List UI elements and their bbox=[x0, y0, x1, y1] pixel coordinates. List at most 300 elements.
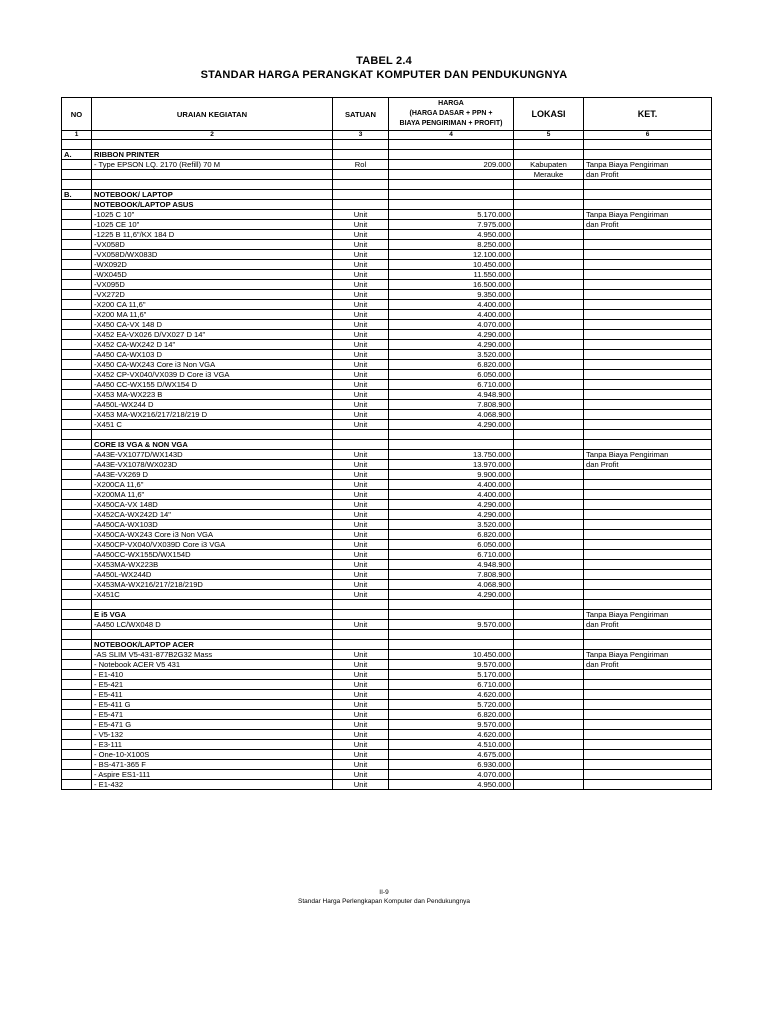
header-uraian: URAIAN KEGIATAN bbox=[92, 98, 333, 131]
cell-harga: 4.948.900 bbox=[389, 390, 514, 400]
cell-harga: 10.450.000 bbox=[389, 260, 514, 270]
column-number-row bbox=[62, 131, 712, 140]
cell-ket bbox=[584, 560, 712, 570]
cell-no bbox=[62, 420, 92, 430]
cell-ket bbox=[584, 180, 712, 190]
cell-no bbox=[62, 780, 92, 790]
cell-satuan: Rol bbox=[333, 160, 389, 170]
cell-satuan: Unit bbox=[333, 680, 389, 690]
cell-harga: 7.808.900 bbox=[389, 400, 514, 410]
cell-satuan: Unit bbox=[333, 350, 389, 360]
table-row bbox=[62, 210, 712, 220]
cell-no bbox=[62, 620, 92, 630]
cell-satuan: Unit bbox=[333, 370, 389, 380]
column-number: 4 bbox=[389, 131, 514, 140]
cell-uraian: - Type EPSON LQ. 2170 (Refill) 70 M bbox=[92, 160, 333, 170]
cell-satuan: Unit bbox=[333, 250, 389, 260]
cell-harga bbox=[389, 180, 514, 190]
cell-lokasi bbox=[514, 680, 584, 690]
cell-satuan: Unit bbox=[333, 530, 389, 540]
cell-harga: 4.620.000 bbox=[389, 730, 514, 740]
cell-ket: dan Profit bbox=[584, 460, 712, 470]
cell-harga bbox=[389, 190, 514, 200]
cell-no bbox=[62, 640, 92, 650]
cell-satuan bbox=[333, 180, 389, 190]
cell-lokasi bbox=[514, 360, 584, 370]
cell-lokasi bbox=[514, 140, 584, 150]
cell-no bbox=[62, 660, 92, 670]
cell-uraian: - E1-410 bbox=[92, 670, 333, 680]
cell-no bbox=[62, 300, 92, 310]
table-row bbox=[62, 770, 712, 780]
cell-harga: 5.170.000 bbox=[389, 670, 514, 680]
cell-lokasi bbox=[514, 450, 584, 460]
cell-uraian: -AS SLIM V5-431-877B2G32 Mass bbox=[92, 650, 333, 660]
cell-lokasi bbox=[514, 760, 584, 770]
cell-uraian: -X453MA-WX223B bbox=[92, 560, 333, 570]
cell-uraian: -X451 C bbox=[92, 420, 333, 430]
cell-uraian: -WX045D bbox=[92, 270, 333, 280]
cell-lokasi bbox=[514, 330, 584, 340]
cell-ket bbox=[584, 340, 712, 350]
cell-lokasi bbox=[514, 220, 584, 230]
cell-no bbox=[62, 340, 92, 350]
cell-lokasi bbox=[514, 380, 584, 390]
cell-satuan: Unit bbox=[333, 620, 389, 630]
cell-uraian: - Notebook ACER V5 431 bbox=[92, 660, 333, 670]
cell-harga: 4.948.900 bbox=[389, 560, 514, 570]
cell-uraian bbox=[92, 430, 333, 440]
table-row bbox=[62, 560, 712, 570]
cell-ket bbox=[584, 500, 712, 510]
cell-ket bbox=[584, 260, 712, 270]
cell-no bbox=[62, 550, 92, 560]
cell-satuan bbox=[333, 600, 389, 610]
cell-no bbox=[62, 210, 92, 220]
cell-lokasi bbox=[514, 650, 584, 660]
cell-uraian: - E5-411 G bbox=[92, 700, 333, 710]
cell-no bbox=[62, 500, 92, 510]
table-row bbox=[62, 170, 712, 180]
cell-satuan: Unit bbox=[333, 470, 389, 480]
cell-satuan: Unit bbox=[333, 260, 389, 270]
table-row bbox=[62, 240, 712, 250]
table-row bbox=[62, 320, 712, 330]
cell-satuan: Unit bbox=[333, 410, 389, 420]
cell-harga: 4.400.000 bbox=[389, 310, 514, 320]
cell-uraian: -A43E-VX1077D/WX143D bbox=[92, 450, 333, 460]
cell-satuan bbox=[333, 140, 389, 150]
cell-satuan: Unit bbox=[333, 560, 389, 570]
table-row bbox=[62, 540, 712, 550]
cell-satuan: Unit bbox=[333, 500, 389, 510]
cell-lokasi bbox=[514, 730, 584, 740]
table-row bbox=[62, 550, 712, 560]
cell-uraian: -X450CP-VX040/VX039D Core i3 VGA bbox=[92, 540, 333, 550]
cell-ket bbox=[584, 590, 712, 600]
table-row bbox=[62, 180, 712, 190]
table-row bbox=[62, 140, 712, 150]
cell-lokasi bbox=[514, 460, 584, 470]
cell-lokasi bbox=[514, 320, 584, 330]
cell-harga bbox=[389, 600, 514, 610]
cell-ket bbox=[584, 710, 712, 720]
cell-uraian: -X453MA-WX216/217/218/219D bbox=[92, 580, 333, 590]
cell-lokasi bbox=[514, 340, 584, 350]
cell-harga: 12.100.000 bbox=[389, 250, 514, 260]
cell-ket bbox=[584, 360, 712, 370]
cell-uraian: -X200CA 11,6" bbox=[92, 480, 333, 490]
table-row bbox=[62, 450, 712, 460]
cell-harga: 13.970.000 bbox=[389, 460, 514, 470]
table-row bbox=[62, 440, 712, 450]
cell-satuan: Unit bbox=[333, 590, 389, 600]
cell-ket: Tanpa Biaya Pengiriman bbox=[584, 610, 712, 620]
cell-no bbox=[62, 760, 92, 770]
cell-no bbox=[62, 710, 92, 720]
cell-lokasi bbox=[514, 600, 584, 610]
cell-lokasi bbox=[514, 710, 584, 720]
cell-no bbox=[62, 580, 92, 590]
cell-satuan: Unit bbox=[333, 730, 389, 740]
cell-no bbox=[62, 380, 92, 390]
cell-satuan: Unit bbox=[333, 420, 389, 430]
cell-harga bbox=[389, 610, 514, 620]
cell-uraian: -A450L-WX244D bbox=[92, 570, 333, 580]
cell-ket bbox=[584, 670, 712, 680]
table-row bbox=[62, 580, 712, 590]
cell-ket bbox=[584, 290, 712, 300]
cell-harga: 6.710.000 bbox=[389, 680, 514, 690]
cell-ket bbox=[584, 190, 712, 200]
cell-satuan bbox=[333, 630, 389, 640]
cell-uraian: -WX092D bbox=[92, 260, 333, 270]
cell-lokasi bbox=[514, 780, 584, 790]
table-row bbox=[62, 390, 712, 400]
cell-lokasi bbox=[514, 530, 584, 540]
cell-lokasi bbox=[514, 610, 584, 620]
cell-ket bbox=[584, 720, 712, 730]
cell-harga: 4.400.000 bbox=[389, 480, 514, 490]
cell-uraian: -VX095D bbox=[92, 280, 333, 290]
cell-satuan: Unit bbox=[333, 290, 389, 300]
cell-harga: 4.290.000 bbox=[389, 500, 514, 510]
cell-lokasi bbox=[514, 440, 584, 450]
cell-lokasi bbox=[514, 370, 584, 380]
cell-satuan: Unit bbox=[333, 490, 389, 500]
header-row bbox=[62, 98, 712, 131]
cell-lokasi bbox=[514, 260, 584, 270]
cell-uraian: -X450CA-VX 148D bbox=[92, 500, 333, 510]
table-row bbox=[62, 530, 712, 540]
table-row bbox=[62, 480, 712, 490]
cell-satuan bbox=[333, 640, 389, 650]
cell-harga: 6.820.000 bbox=[389, 530, 514, 540]
cell-ket bbox=[584, 770, 712, 780]
cell-uraian: -A450CC-WX155D/WX154D bbox=[92, 550, 333, 560]
cell-lokasi bbox=[514, 480, 584, 490]
header-satuan: SATUAN bbox=[333, 98, 389, 131]
cell-uraian: - E1-432 bbox=[92, 780, 333, 790]
header-ket: KET. bbox=[584, 98, 712, 131]
cell-uraian bbox=[92, 630, 333, 640]
cell-lokasi bbox=[514, 500, 584, 510]
table-row bbox=[62, 420, 712, 430]
page-footer: Standar Harga Perlengkapan Komputer dan Pendukungnya bbox=[297, 898, 470, 905]
cell-lokasi bbox=[514, 200, 584, 210]
table-row bbox=[62, 490, 712, 500]
cell-no bbox=[62, 270, 92, 280]
cell-ket: dan Profit bbox=[584, 170, 712, 180]
cell-harga: 7.975.000 bbox=[389, 220, 514, 230]
cell-no bbox=[62, 160, 92, 170]
cell-satuan: Unit bbox=[333, 750, 389, 760]
cell-no bbox=[62, 220, 92, 230]
table-row bbox=[62, 370, 712, 380]
cell-ket bbox=[584, 540, 712, 550]
cell-harga: 4.400.000 bbox=[389, 300, 514, 310]
cell-ket bbox=[584, 320, 712, 330]
cell-lokasi bbox=[514, 400, 584, 410]
cell-ket bbox=[584, 690, 712, 700]
cell-satuan: Unit bbox=[333, 390, 389, 400]
cell-ket bbox=[584, 470, 712, 480]
cell-satuan: Unit bbox=[333, 740, 389, 750]
cell-no bbox=[62, 350, 92, 360]
cell-lokasi bbox=[514, 490, 584, 500]
cell-uraian: -1025 CE 10" bbox=[92, 220, 333, 230]
cell-no bbox=[62, 530, 92, 540]
table-row bbox=[62, 510, 712, 520]
cell-harga: 4.070.000 bbox=[389, 770, 514, 780]
cell-no bbox=[62, 720, 92, 730]
cell-lokasi: Merauke bbox=[514, 170, 584, 180]
cell-harga bbox=[389, 140, 514, 150]
price-standard-table bbox=[61, 97, 712, 790]
cell-no bbox=[62, 740, 92, 750]
page-number: II-9 bbox=[379, 889, 389, 896]
cell-lokasi bbox=[514, 180, 584, 190]
cell-harga bbox=[389, 200, 514, 210]
cell-uraian: -A43E-VX1078/WX023D bbox=[92, 460, 333, 470]
cell-uraian: -A43E-VX269 D bbox=[92, 470, 333, 480]
cell-no bbox=[62, 170, 92, 180]
table-row bbox=[62, 700, 712, 710]
cell-uraian: - E3-111 bbox=[92, 740, 333, 750]
cell-no bbox=[62, 670, 92, 680]
cell-satuan: Unit bbox=[333, 720, 389, 730]
cell-ket bbox=[584, 230, 712, 240]
cell-satuan: Unit bbox=[333, 770, 389, 780]
cell-ket bbox=[584, 390, 712, 400]
cell-no bbox=[62, 730, 92, 740]
cell-satuan: Unit bbox=[333, 280, 389, 290]
table-row bbox=[62, 470, 712, 480]
cell-no bbox=[62, 570, 92, 580]
table-row bbox=[62, 250, 712, 260]
cell-uraian: -X451C bbox=[92, 590, 333, 600]
cell-no bbox=[62, 360, 92, 370]
cell-ket bbox=[584, 200, 712, 210]
cell-lokasi bbox=[514, 430, 584, 440]
cell-satuan: Unit bbox=[333, 660, 389, 670]
cell-ket bbox=[584, 400, 712, 410]
cell-harga: 5.720.000 bbox=[389, 700, 514, 710]
cell-lokasi bbox=[514, 290, 584, 300]
table-row bbox=[62, 190, 712, 200]
cell-no bbox=[62, 320, 92, 330]
table-row bbox=[62, 360, 712, 370]
table-row bbox=[62, 740, 712, 750]
table-row bbox=[62, 500, 712, 510]
table-body bbox=[62, 140, 712, 790]
cell-uraian bbox=[92, 170, 333, 180]
cell-no bbox=[62, 470, 92, 480]
table-row bbox=[62, 760, 712, 770]
header-harga-line2: (HARGA DASAR + PPN + bbox=[409, 110, 493, 117]
cell-lokasi bbox=[514, 580, 584, 590]
cell-ket bbox=[584, 140, 712, 150]
cell-lokasi bbox=[514, 620, 584, 630]
cell-no bbox=[62, 400, 92, 410]
table-number-title: TABEL 2.4 bbox=[356, 55, 412, 67]
cell-harga: 3.520.000 bbox=[389, 520, 514, 530]
cell-uraian: CORE I3 VGA & NON VGA bbox=[92, 440, 333, 450]
cell-ket bbox=[584, 380, 712, 390]
table-row bbox=[62, 350, 712, 360]
cell-uraian: - E5-411 bbox=[92, 690, 333, 700]
cell-no bbox=[62, 630, 92, 640]
cell-lokasi bbox=[514, 510, 584, 520]
cell-ket bbox=[584, 240, 712, 250]
cell-harga: 9.570.000 bbox=[389, 620, 514, 630]
cell-no bbox=[62, 200, 92, 210]
cell-satuan: Unit bbox=[333, 400, 389, 410]
cell-no bbox=[62, 180, 92, 190]
table-row bbox=[62, 270, 712, 280]
cell-ket bbox=[584, 430, 712, 440]
cell-satuan: Unit bbox=[333, 580, 389, 590]
cell-uraian: -VX058D bbox=[92, 240, 333, 250]
cell-lokasi bbox=[514, 280, 584, 290]
cell-satuan: Unit bbox=[333, 460, 389, 470]
cell-uraian: - E5-421 bbox=[92, 680, 333, 690]
cell-satuan bbox=[333, 150, 389, 160]
column-number: 2 bbox=[92, 131, 333, 140]
cell-ket bbox=[584, 570, 712, 580]
cell-satuan: Unit bbox=[333, 670, 389, 680]
cell-harga bbox=[389, 640, 514, 650]
cell-uraian: - One-10-X100S bbox=[92, 750, 333, 760]
cell-uraian: -X200 MA 11,6" bbox=[92, 310, 333, 320]
table-row bbox=[62, 630, 712, 640]
cell-satuan: Unit bbox=[333, 520, 389, 530]
cell-lokasi bbox=[514, 410, 584, 420]
cell-harga: 6.820.000 bbox=[389, 710, 514, 720]
cell-satuan bbox=[333, 200, 389, 210]
table-row bbox=[62, 640, 712, 650]
cell-uraian: - BS-471-365 F bbox=[92, 760, 333, 770]
cell-uraian: - V5-132 bbox=[92, 730, 333, 740]
cell-lokasi bbox=[514, 350, 584, 360]
cell-satuan: Unit bbox=[333, 240, 389, 250]
cell-harga: 9.570.000 bbox=[389, 660, 514, 670]
cell-ket bbox=[584, 760, 712, 770]
cell-satuan: Unit bbox=[333, 380, 389, 390]
cell-ket bbox=[584, 350, 712, 360]
cell-ket bbox=[584, 300, 712, 310]
cell-ket bbox=[584, 330, 712, 340]
cell-satuan: Unit bbox=[333, 450, 389, 460]
cell-harga bbox=[389, 430, 514, 440]
cell-lokasi bbox=[514, 230, 584, 240]
cell-no bbox=[62, 520, 92, 530]
cell-harga: 9.900.000 bbox=[389, 470, 514, 480]
cell-harga bbox=[389, 150, 514, 160]
table-row bbox=[62, 230, 712, 240]
table-row bbox=[62, 750, 712, 760]
cell-harga bbox=[389, 170, 514, 180]
cell-satuan: Unit bbox=[333, 510, 389, 520]
cell-ket bbox=[584, 580, 712, 590]
cell-ket bbox=[584, 530, 712, 540]
cell-uraian: - Aspire ES1-111 bbox=[92, 770, 333, 780]
table-row bbox=[62, 670, 712, 680]
cell-no bbox=[62, 600, 92, 610]
table-row bbox=[62, 610, 712, 620]
cell-harga: 4.290.000 bbox=[389, 330, 514, 340]
cell-ket bbox=[584, 410, 712, 420]
cell-lokasi bbox=[514, 640, 584, 650]
cell-uraian: NOTEBOOK/LAPTOP ACER bbox=[92, 640, 333, 650]
cell-ket: dan Profit bbox=[584, 620, 712, 630]
cell-satuan: Unit bbox=[333, 690, 389, 700]
cell-uraian: -A450CA-WX103D bbox=[92, 520, 333, 530]
cell-no: B. bbox=[62, 190, 92, 200]
table-row bbox=[62, 160, 712, 170]
cell-uraian: -X452CA-WX242D 14" bbox=[92, 510, 333, 520]
cell-no bbox=[62, 460, 92, 470]
cell-ket bbox=[584, 640, 712, 650]
cell-satuan: Unit bbox=[333, 650, 389, 660]
cell-lokasi bbox=[514, 570, 584, 580]
table-row bbox=[62, 520, 712, 530]
cell-satuan bbox=[333, 430, 389, 440]
cell-satuan bbox=[333, 440, 389, 450]
cell-uraian: -1225 B 11,6"/KX 184 D bbox=[92, 230, 333, 240]
cell-harga: 6.710.000 bbox=[389, 550, 514, 560]
table-row bbox=[62, 620, 712, 630]
cell-uraian: -X453 MA-WX223 B bbox=[92, 390, 333, 400]
cell-uraian: -A450 LC/WX048 D bbox=[92, 620, 333, 630]
cell-satuan: Unit bbox=[333, 700, 389, 710]
cell-satuan bbox=[333, 610, 389, 620]
cell-no bbox=[62, 510, 92, 520]
cell-lokasi: Kabupaten bbox=[514, 160, 584, 170]
cell-uraian: - E5-471 bbox=[92, 710, 333, 720]
cell-lokasi bbox=[514, 390, 584, 400]
cell-ket bbox=[584, 480, 712, 490]
cell-no bbox=[62, 230, 92, 240]
cell-harga: 4.290.000 bbox=[389, 590, 514, 600]
cell-no bbox=[62, 450, 92, 460]
cell-no bbox=[62, 430, 92, 440]
cell-uraian: -X200MA 11,6" bbox=[92, 490, 333, 500]
cell-ket bbox=[584, 730, 712, 740]
cell-uraian: -X450CA-WX243 Core i3 Non VGA bbox=[92, 530, 333, 540]
cell-ket: Tanpa Biaya Pengiriman bbox=[584, 650, 712, 660]
cell-harga: 6.050.000 bbox=[389, 370, 514, 380]
